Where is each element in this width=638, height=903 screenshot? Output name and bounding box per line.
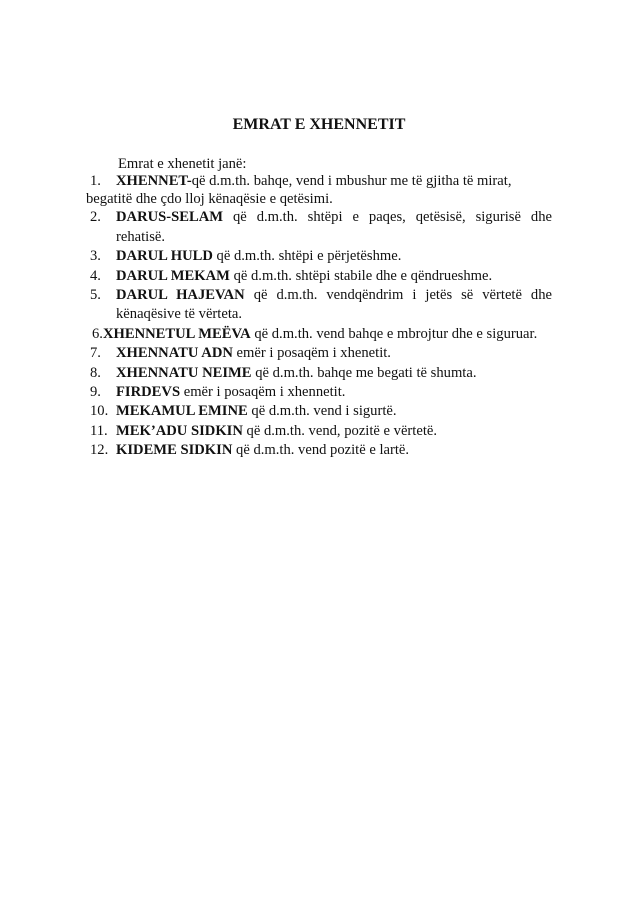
- list-item: [90, 344, 552, 363]
- list-item: [90, 286, 552, 325]
- item-body: [116, 441, 552, 460]
- list-item: [90, 247, 552, 266]
- item-term: XHENNATU ADN: [116, 345, 233, 362]
- item-term: XHENNATU NEIME: [116, 364, 252, 381]
- item-text: që d.m.th. bahqe me begati të shumta.: [251, 364, 477, 381]
- names-list: [86, 172, 553, 461]
- item-continuation: begatitë dhe çdo lloj kënaqësie e qetësimi.: [86, 191, 333, 208]
- item-body: [116, 383, 552, 402]
- item-term: MEKAMUL EMINE: [116, 403, 248, 420]
- item-body: [116, 344, 552, 363]
- item-number: 7.: [90, 345, 101, 362]
- item-text: që d.m.th. vend pozitë e lartë.: [232, 442, 410, 459]
- item-term: DARUL MEKAM: [116, 267, 230, 284]
- item-body: [116, 208, 552, 247]
- item-number: 12.: [90, 442, 109, 459]
- item-text: që d.m.th. vend bahqe e mbrojtur dhe e siguruar.: [250, 325, 538, 342]
- item-text: që d.m.th. vendqëndrim i jetës së vërtetë dhe kënaqësive të vërteta.: [116, 287, 553, 323]
- item-number: 3.: [90, 248, 101, 265]
- item-text: që d.m.th. shtëpi e paqes, qetësisë, sigurisë dhe rehatisë.: [116, 209, 552, 245]
- list-item: [90, 422, 552, 441]
- item-text: emër i posaqëm i xhenetit.: [232, 345, 391, 362]
- item-term: DARUL HAJEVAN: [116, 287, 245, 304]
- item-body: [116, 267, 552, 286]
- item-term: MEK’ADU SIDKIN: [116, 422, 243, 439]
- item-term: XHENNETUL MEËVA: [102, 325, 251, 342]
- item-text: që d.m.th. bahqe, vend i mbushur me të gjitha të mirat,: [191, 173, 512, 189]
- list-item: [90, 364, 552, 383]
- item-text: që d.m.th. shtëpi stabile dhe e qëndrueshme.: [229, 267, 493, 284]
- item-body: [116, 286, 552, 325]
- item-term: FIRDEVS: [116, 384, 181, 401]
- list-item: [92, 325, 552, 344]
- item-number: 9.: [90, 384, 101, 401]
- item-number: 11.: [90, 422, 108, 439]
- list-item: [90, 172, 552, 191]
- list-item: [90, 383, 552, 402]
- item-body: [116, 402, 552, 421]
- item-text: që d.m.th. vend, pozitë e vërtetë.: [242, 422, 437, 439]
- item-body: [116, 364, 552, 383]
- item-number: 6.: [92, 325, 103, 342]
- item-body: [116, 247, 552, 266]
- item-text: që d.m.th. shtëpi e përjetëshme.: [212, 248, 402, 265]
- intro-text: Emrat e xhenetit janë:: [118, 156, 247, 172]
- list-item: [90, 208, 552, 247]
- item-text: që d.m.th. vend i sigurtë.: [247, 403, 397, 420]
- list-item: [90, 267, 552, 286]
- page-title: EMRAT E XHENNETIT: [232, 116, 406, 133]
- item-body: [116, 422, 552, 441]
- item-number: 2.: [90, 209, 101, 226]
- item-number: 8.: [90, 364, 101, 381]
- item-number: 4.: [90, 267, 101, 284]
- item-body: [116, 172, 552, 191]
- item-number: 5.: [90, 287, 101, 304]
- item-term: KIDEME SIDKIN: [116, 442, 233, 459]
- item-term: XHENNET-: [116, 173, 192, 189]
- item-term: DARUS-SELAM: [116, 209, 224, 226]
- item-term: DARUL HULD: [116, 248, 213, 265]
- item-text: emër i posaqëm i xhennetit.: [180, 384, 346, 401]
- list-item: [90, 402, 552, 421]
- item-number: 1.: [90, 173, 101, 189]
- item-number: 10.: [90, 403, 109, 420]
- list-item: [90, 441, 552, 460]
